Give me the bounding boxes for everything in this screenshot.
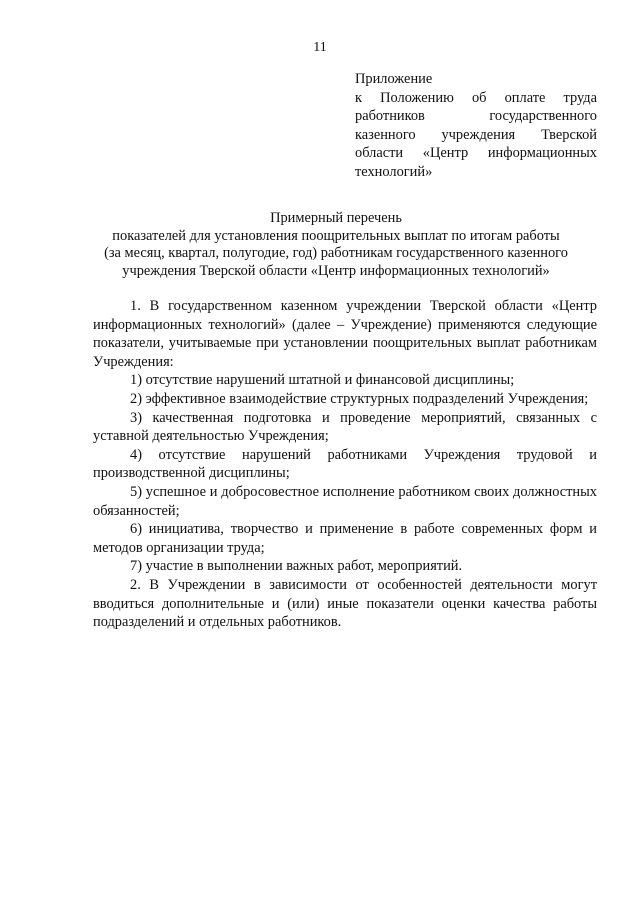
- appendix-header: [355, 70, 597, 182]
- appendix-reference: к Положению об оплате труда работников государственного казенного учреждения Тверской области «Центр информационных технологий»: [355, 89, 597, 180]
- title-line-1: Примерный перечень: [270, 210, 402, 226]
- paragraph-2: 2. В Учреждении в зависимости от особенностей деятельности могут вводиться дополнительные и (или) иные показатели оценки качества работы подразделений и отдельных работников.: [93, 576, 597, 631]
- list-item-2: 2) эффективное взаимодействие структурных подразделений Учреждения;: [130, 390, 589, 407]
- list-item-7: 7) участие в выполнении важных работ, мероприятий.: [130, 558, 463, 575]
- title-line-2: показателей для установления поощрительных выплат по итогам работы: [112, 227, 560, 244]
- list-item-4: 4) отсутствие нарушений работниками Учреждения трудовой и производственной дисциплины;: [93, 446, 597, 482]
- title-line-4: учреждения Тверской области «Центр информационных технологий»: [122, 262, 550, 279]
- appendix-label: Приложение: [355, 71, 433, 87]
- document-title: [80, 210, 592, 280]
- page-number: 11: [313, 40, 327, 55]
- list-item-5: 5) успешное и добросовестное исполнение работником своих должностных обязанностей;: [93, 483, 597, 519]
- paragraph-1: 1. В государственном казенном учреждении Тверской области «Центр информационных технологий» (далее – Учреждение) применяются следующие показатели, учитываемые при установлении поощрительных выплат работникам Учреждения:: [93, 298, 597, 370]
- document-body: [93, 297, 597, 632]
- list-item-1: 1) отсутствие нарушений штатной и финансовой дисциплины;: [130, 372, 515, 389]
- title-line-3: (за месяц, квартал, полугодие, год) работникам государственного казенного: [104, 245, 568, 262]
- list-item-6: 6) инициатива, творчество и применение в работе современных форм и методов организации труда;: [93, 521, 597, 556]
- list-item-3: 3) качественная подготовка и проведение мероприятий, связанных с уставной деятельностью Учреждения;: [93, 409, 597, 445]
